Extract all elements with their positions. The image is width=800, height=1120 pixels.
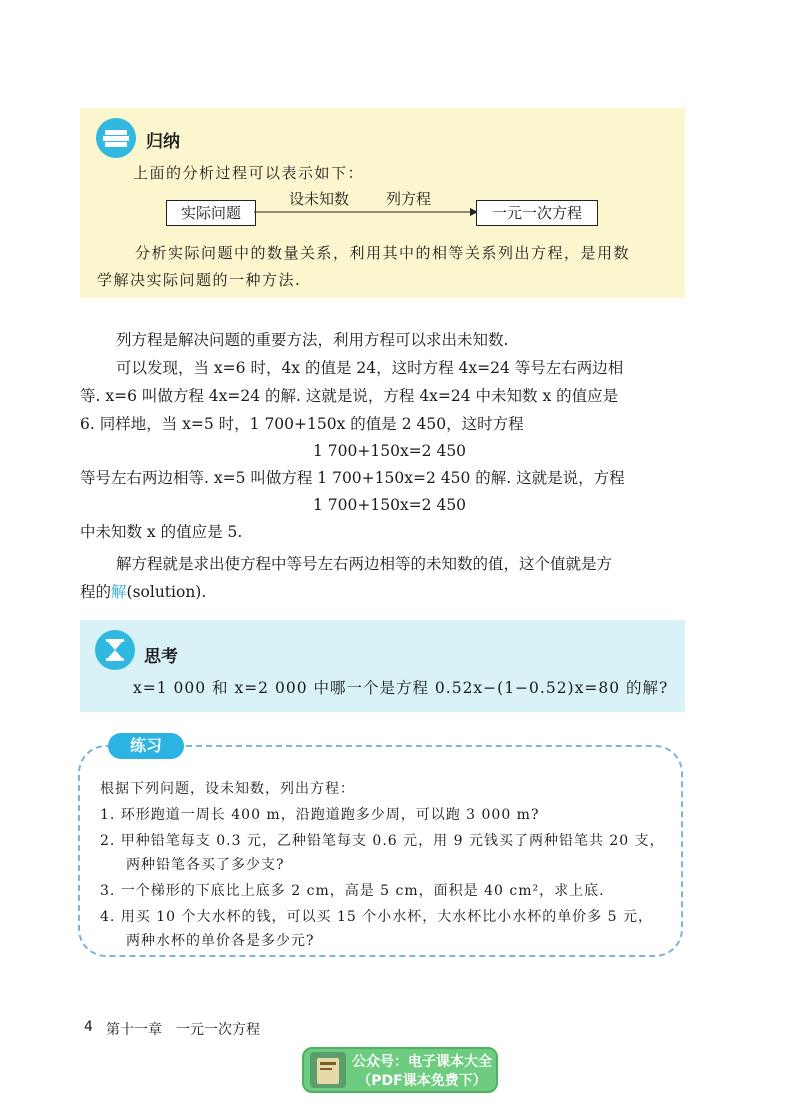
flow-step2-label: 列方程 bbox=[386, 190, 432, 208]
summary-body-line1: 分析实际问题中的数量关系，利用其中的相等关系列出方程，是用数 bbox=[135, 244, 631, 262]
paragraph-2-line4: 等号左右两边相等. x=5 叫做方程 1 700+150x=2 450 的解. 这就是说，方程 bbox=[80, 469, 625, 487]
exercise-tab: 练习 bbox=[108, 733, 184, 759]
paragraph-2-line2: 等. x=6 叫做方程 4x=24 的解. 这就是说，方程 4x=24 中未知数 x 的值应是 bbox=[80, 387, 619, 405]
think-question: x=1 000 和 x=2 000 中哪一个是方程 0.52x−(1−0.52)x=80 的解? bbox=[133, 679, 669, 697]
watermark-line2: （PDF课本免费下） bbox=[357, 1073, 487, 1089]
paragraph-3-line2 bbox=[80, 578, 206, 606]
summary-body-line2: 学解决实际问题的一种方法. bbox=[97, 271, 302, 289]
chapter-title: 第十一章 一元一次方程 bbox=[106, 1022, 260, 1038]
paragraph-1: 列方程是解决问题的重要方法，利用方程可以求出未知数. bbox=[116, 331, 509, 349]
flow-step1-label: 设未知数 bbox=[289, 190, 350, 208]
paragraph-2-line1: 可以发现，当 x=6 时，4x 的值是 24，这时方程 4x=24 等号左右两边相 bbox=[116, 359, 624, 377]
exercise-intro: 根据下列问题，设未知数，列出方程： bbox=[100, 781, 355, 797]
exercise-item: 1. 环形跑道一周长 400 m，沿跑道跑多少周，可以跑 3 000 m? bbox=[100, 807, 540, 823]
exercise-item: 3. 一个梯形的下底比上底多 2 cm，高是 5 cm，面积是 40 cm²，求上底. bbox=[100, 883, 605, 899]
equation-2: 1 700+150x=2 450 bbox=[313, 496, 467, 514]
paragraph-2-line5: 中未知数 x 的值应是 5. bbox=[80, 523, 243, 541]
exercise-item: 2. 甲种铅笔每支 0.3 元，乙种铅笔每支 0.6 元，用 9 元钱买了两种铅笔共 20 支， bbox=[100, 833, 665, 849]
summary-title: 归纳 bbox=[146, 132, 180, 152]
paragraph-3-prefix: 程的 bbox=[80, 583, 112, 601]
flow-end-box: 一元一次方程 bbox=[476, 200, 598, 226]
flow-arrow bbox=[254, 205, 478, 219]
hourglass-icon bbox=[95, 630, 135, 670]
exercise-item-continued: 两种水杯的单价各是多少元? bbox=[126, 933, 315, 949]
paragraph-3-suffix: (solution). bbox=[126, 583, 207, 601]
paragraph-3-line1: 解方程就是求出使方程中等号左右两边相等的未知数的值，这个值就是方 bbox=[116, 555, 613, 573]
paragraph-2-line3: 6. 同样地，当 x=5 时，1 700+150x 的值是 2 450，这时方程 bbox=[80, 415, 524, 433]
summary-intro: 上面的分析过程可以表示如下： bbox=[133, 164, 365, 182]
term-solution: 解 bbox=[111, 583, 127, 601]
exercise-item: 4. 用买 10 个大水杯的钱，可以买 15 个小水杯，大水杯比小水杯的单价多 5 元， bbox=[100, 909, 654, 925]
flow-start-box: 实际问题 bbox=[166, 200, 256, 226]
think-title: 思考 bbox=[144, 647, 178, 667]
book-logo-icon bbox=[310, 1052, 346, 1088]
exercise-item-continued: 两种铅笔各买了多少支? bbox=[126, 857, 285, 873]
watermark-line1: 公众号：电子课本大全 bbox=[352, 1054, 492, 1070]
equation-1: 1 700+150x=2 450 bbox=[313, 442, 467, 460]
page-number: 4 bbox=[84, 1019, 93, 1035]
book-icon bbox=[96, 118, 136, 158]
